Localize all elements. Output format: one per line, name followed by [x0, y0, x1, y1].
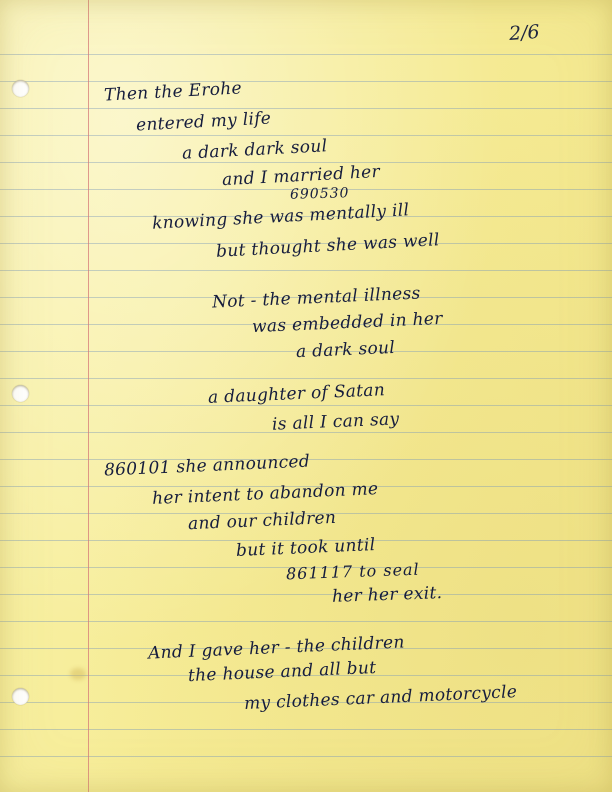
hole-punch — [12, 688, 29, 705]
handwritten-line: And I gave her - the children — [147, 632, 406, 664]
handwritten-line: the house and all but — [187, 657, 377, 687]
paper-smudge — [70, 668, 86, 680]
handwritten-line: her intent to abandon me — [151, 479, 379, 509]
handwritten-date-690530: 690530 — [289, 185, 350, 203]
handwritten-line: knowing she was mentally ill — [151, 200, 410, 234]
handwritten-line: a dark soul — [295, 337, 396, 363]
handwritten-line: but it took until — [235, 534, 376, 562]
handwritten-line: her her exit. — [331, 583, 443, 607]
page-number: 2/6 — [508, 20, 541, 46]
hole-punch — [12, 385, 29, 402]
handwritten-line: entered my life — [135, 108, 272, 136]
handwritten-line: and I married her — [221, 161, 381, 191]
handwritten-line: my clothes car and motorcycle — [243, 682, 518, 714]
handwritten-line: Then the Erohe — [103, 78, 243, 106]
handwritten-line: Not - the mental illness — [211, 283, 421, 313]
handwritten-line: a dark dark soul — [181, 136, 328, 164]
handwritten-line: 860101 she announced — [103, 451, 311, 481]
margin-rule-line — [88, 0, 89, 792]
handwritten-line: 861117 to seal — [285, 559, 420, 584]
handwritten-line: and our children — [187, 507, 337, 535]
handwritten-line: but thought she was well — [215, 230, 441, 262]
handwritten-line: a daughter of Satan — [207, 380, 386, 408]
handwritten-line: was embedded in her — [251, 308, 444, 338]
hole-punch — [12, 80, 29, 97]
handwritten-line: is all I can say — [271, 409, 400, 435]
